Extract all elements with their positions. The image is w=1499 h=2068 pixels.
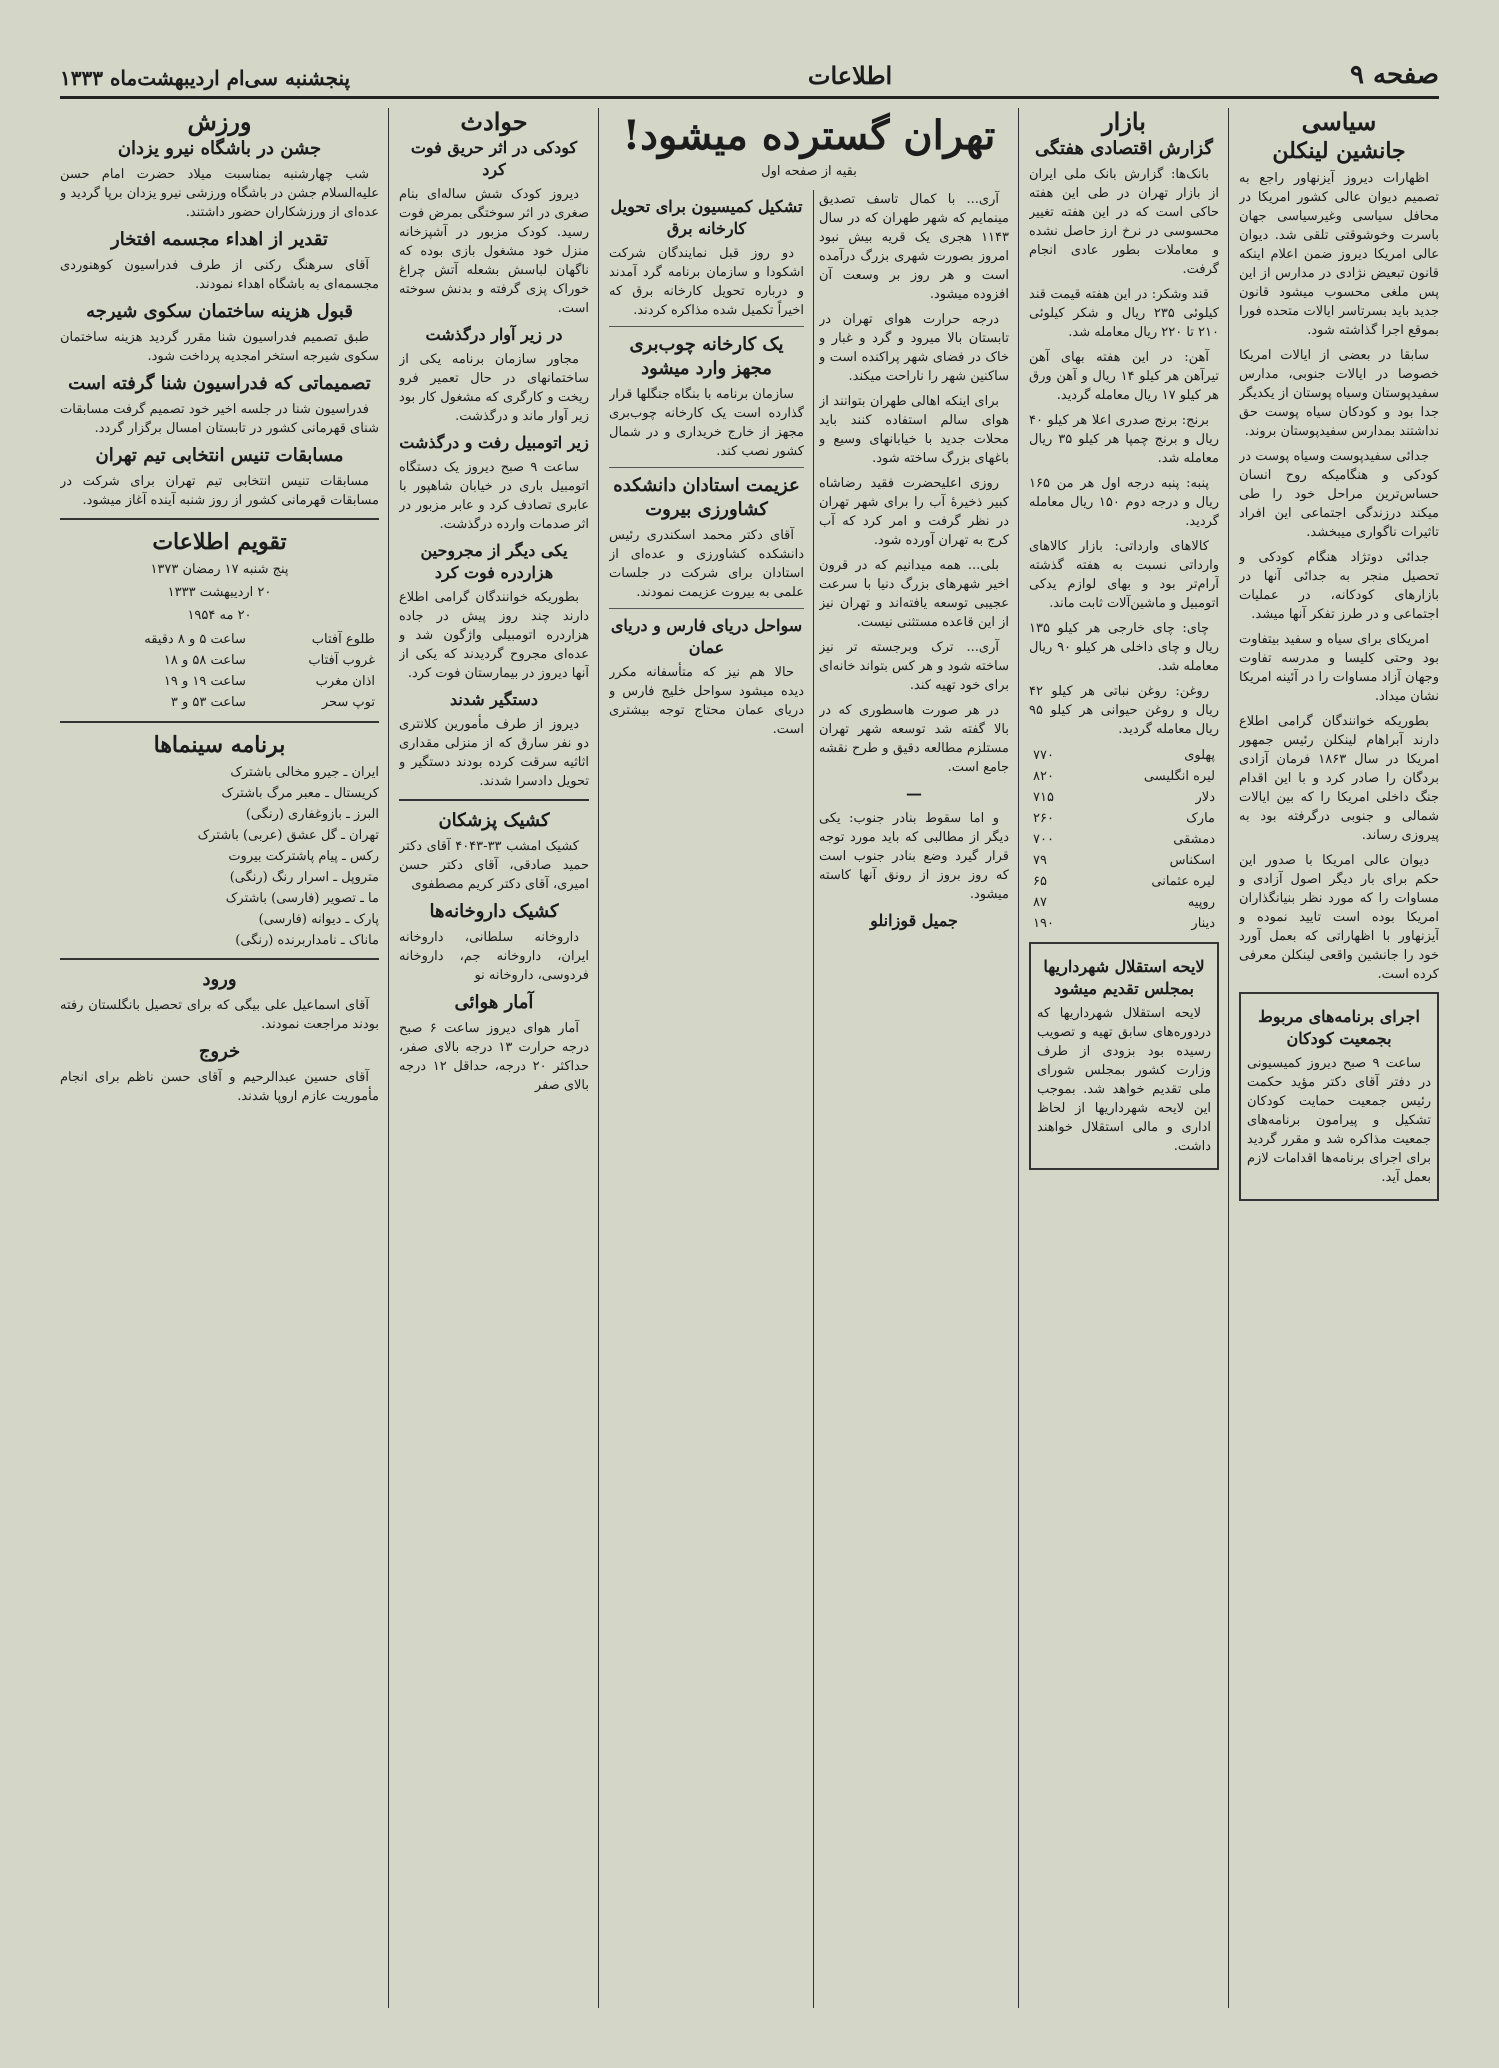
article-paragraph: و اما سقوط بنادر جنوب: یکی دیگر از مطالبی که باید مورد توجه قرار گیرد وضع بنادر جنوب است که روز بروز از رونق آنها کاسته میشود. — [819, 811, 1009, 902]
section-label-events: حوادث — [460, 108, 528, 136]
currency-label: دینار — [1191, 916, 1215, 931]
section-label-bazaar: بازار — [1102, 108, 1146, 136]
departures-title: خروج — [198, 1041, 241, 1062]
currency-row — [1029, 766, 1219, 787]
currency-value: ۶۵ — [1033, 874, 1047, 889]
article-paragraph: فدراسیون شنا در جلسه اخیر خود تصمیم گرفت مسابقات شنای قهرمانی کشور در تابستان امسال برگزار گردد. — [60, 402, 379, 436]
article-paragraph: در هر صورت هاسطوری که در بالا گفته شد توسعه شهر تهران مستلزم مطالعه دقیق و طرح نقشه جامع است. — [819, 703, 1009, 775]
banner-headline: تهران گسترده میشود! — [622, 112, 996, 159]
currency-label: دلار — [1195, 790, 1215, 805]
currency-value: ۸۷ — [1033, 895, 1047, 910]
column-tehran — [819, 190, 1009, 2008]
article-paragraph: دو روز قبل نمایندگان شرکت اشکودا و سازمان برنامه گرد آمدند و درباره تحویل کارخانه برق که اخیراً تکمیل شده مذاکره کردند. — [609, 246, 804, 318]
article-paragraph: مسابقات تنیس انتخابی تیم تهران برای شرکت در مسابقات قهرمانی کشور از روز شنبه آینده آغاز میشود. — [60, 474, 379, 508]
calendar-value: ساعت ۵۳ و ۳ — [170, 695, 246, 710]
calendar-value: ساعت ۵ و ۸ دقیقه — [144, 632, 246, 647]
headline-fire: کودکی در اثر حریق فوت کرد — [410, 138, 578, 179]
headline-tennis: مسابقات تنیس انتخابی تیم تهران — [95, 445, 344, 466]
headline-collapse: در زیر آوار درگذشت — [425, 325, 563, 344]
box-text: لایحه استقلال شهرداریها که دردوره‌های سابق تهیه و تصویب رسیده بود بزودی از طرف وزارت کشور بمجلس شورای ملی تقدیم خواهد شد. بموجب این لایحه شهرداریها از لحاظ اداری و مالی استقلال خواهند داشت. — [1037, 1006, 1211, 1154]
headline-yazdan-club: جشن در باشگاه نیرو یزدان — [117, 138, 322, 159]
article-paragraph: بلی... همه میدانیم که در قرون اخیر شهرهای بزرگ دنیا با سرعت عجیبی توسعه یافته‌اند و تهران نیز از این قاعده مستثنی نیست. — [819, 558, 1009, 630]
article-paragraph: جدائی دوتژاد هنگام کودکی و تحصیل منجر به جدائی آنها در بازارهای کودکانه، در عملیات اجتماعی و در طرز تفکر آنها میشد. — [1239, 550, 1439, 622]
arrivals-text: آقای اسماعیل علی بیگی که برای تحصیل بانگلستان رفته بودند مراجعت نمودند. — [60, 998, 379, 1032]
article-paragraph: آقای سرهنگ رکنی از طرف فدراسیون کوهنوردی مجسمه‌ای به باشگاه اهداء نمودند. — [60, 258, 379, 292]
arrivals-title: ورود — [202, 969, 237, 990]
article-paragraph: اظهارات دیروز آیزنهاور راجع به تصمیم دیوان عالی کشور امریکا در محافل سیاسی وغیرسیاسی جهان باسرت وخوشوقتی تلقی شد. دیوان عالی امریکا دیروز ضمن اعلام اینکه قانون تبعیض نژادی در مدارس از این پس ملغی محسوب میشود قانون جدید باید بسرتاسر ایالات متحده فورا بموقع اجرا گذاشته شود. — [1239, 171, 1439, 338]
column-rule — [1228, 108, 1229, 2008]
cinema-item: رکس ـ پیام پاشترکت بیروت — [228, 849, 379, 864]
cinema-item: البرز ـ بازوغفاری (رنگی) — [245, 807, 379, 822]
currency-value: ۱۹۰ — [1033, 916, 1054, 931]
newspaper-name: اطلاعات — [807, 61, 893, 90]
article-paragraph: دیروز از طرف مأمورین کلانتری دو نفر سارق که از منزلی مقداری اثاثیه سرقت کرده بودند دستگیر و تحویل دادسرا شدند. — [399, 717, 589, 789]
column-rule — [388, 108, 389, 2008]
section-label-politics: سیاسی — [1301, 108, 1377, 136]
cinema-item: ماناک ـ نامداربرنده (رنگی) — [235, 933, 379, 948]
headline-bazaar: گزارش اقتصادی هفتگی — [1035, 138, 1213, 159]
divider — [399, 799, 589, 801]
page-number: صفحه ۹ — [1350, 60, 1439, 90]
calendar-row — [60, 692, 379, 713]
article-paragraph: بانک‌ها: گزارش بانک ملی ایران از بازار تهران در طی این هفته حاکی است که در این هفته تغییر محسوسی در نرخ ارز حاصل نشده و معاملات بطور عادی انجام گرفت. — [1029, 167, 1219, 277]
calendar-line: ۲۰ اردیبهشت ۱۳۳۳ — [167, 585, 272, 600]
column-politics — [1239, 108, 1439, 2008]
masthead — [60, 50, 1439, 99]
article-paragraph: ساعت ۹ صبح دیروز یک دستگاه اتومبیل باری در خیابان شاهپور با عابری تصادف کرد و عابر مزبور در اثر صدمات وارده درگذشت. — [399, 460, 589, 532]
calendar-label: اذان مغرب — [315, 674, 375, 689]
headline-beirut: عزیمت استادان دانشکده کشاورزی بیروت — [613, 475, 800, 520]
calendar-line: پنج شنبه ۱۷ رمضان ۱۳۷۳ — [150, 562, 289, 577]
column-rule — [813, 190, 814, 2008]
cinema-list — [60, 763, 379, 950]
article-paragraph: بطوریکه خوانندگان گرامی اطلاع دارند آبراهام لینکلن رئیس جمهور امریکا در سال ۱۸۶۳ فرمان آزادی بردگان را صادر کرد و با این اقدام جنگ داخلی امریکا را که بین ایالات شمالی و جنوبی درگرفته بود به پیروزی رساند. — [1239, 714, 1439, 843]
divider — [60, 721, 379, 723]
calendar-table — [60, 629, 379, 713]
article-paragraph: دیوان عالی امریکا با صدور این حکم برای بار دیگر اصول آزادی و مساوات را که مورد نظر بنیانگذاران امریکا بوده است تایید نموده و آیزنهاور با اظهاراتی که بعمل آورد خود را جانشین واقعی لینکلن معرفی کرده است. — [1239, 853, 1439, 982]
headline-power-plant: تشکیل کمیسیون برای تحویل کارخانه برق — [610, 197, 803, 238]
divider — [609, 467, 804, 468]
cinema-item: متروپل ـ اسرار رنگ (رنگی) — [229, 870, 379, 885]
column-industry — [609, 190, 804, 2008]
article-paragraph: قند وشکر: در این هفته قیمت قند کیلوئی ۲۳۵ ریال و شکر کیلوئی ۲۱۰ تا ۲۲۰ ریال معامله شد. — [1029, 287, 1219, 340]
article-paragraph: روزی اعلیحضرت فقید رضاشاه کبیر ذخیرهٔ آب را برای شهر تهران در نظر گرفت و امر کرد که آب کرج به تهران آورده شود. — [819, 476, 1009, 548]
divider — [60, 958, 379, 960]
box-headline: اجرای برنامه‌های مربوط بجمعیت کودکان — [1258, 1007, 1420, 1048]
article-paragraph: پنبه: پنبه درجه اول هر من ۱۶۵ ریال و درجه دوم ۱۵۰ ریال معامله گردید. — [1029, 476, 1219, 529]
cinema-item: پارک ـ دیوانه (فارسی) — [258, 912, 379, 927]
currency-table — [1029, 745, 1219, 934]
section-label-sports: ورزش — [187, 108, 252, 136]
cinema-item: کریستال ـ معبر مرگ باشترک — [221, 786, 379, 801]
pharmacy-title: کشیک پزشکان — [438, 810, 550, 831]
currency-row — [1029, 808, 1219, 829]
cinema-item: ما ـ تصویر (فارسی) باشترک — [225, 891, 379, 906]
article-paragraph: دیروز کودک شش ساله‌ای بنام صغری در اثر سوختگی بمرض فوت رسید. کودک مزبور در آشپزخانه منزل خود مشغول بازی بوده که ناگهان لباسش بشعله آتش چراغ خوراک پزی گرفته و بدنش سوخته است. — [399, 187, 589, 316]
currency-value: ۷۷۰ — [1033, 748, 1054, 763]
box-children-society — [1239, 992, 1439, 1201]
currency-label: روپیه — [1187, 895, 1215, 910]
currency-label: لیره انگلیسی — [1143, 769, 1215, 784]
pharmacy-title-2: کشیک داروخانه‌ها — [429, 901, 559, 922]
headline-politics: جانشین لینکلن — [1272, 138, 1406, 164]
article-paragraph: چای: چای خارجی هر کیلو ۱۳۵ ریال و چای داخلی هر کیلو ۹۰ ریال معامله شد. — [1029, 621, 1219, 674]
currency-row — [1029, 745, 1219, 766]
newspaper-page — [20, 20, 1479, 2028]
divider — [60, 518, 379, 520]
headline-coasts: سواحل دریای فارس و دریای عمان — [610, 616, 803, 657]
article-paragraph: آری... با کمال تاسف تصدیق مینمایم که شهر طهران که در سال ۱۱۴۳ هجری یک قریه بیش نبود امروز بصورت شهری بزرگ درآمده است و هر روز بر وسعت آن افزوده میشود. — [819, 192, 1009, 302]
calendar-label: توپ سحر — [321, 695, 375, 710]
currency-row — [1029, 892, 1219, 913]
currency-value: ۷۱۵ — [1033, 790, 1054, 805]
article-paragraph: درجه حرارت هوای تهران در تابستان بالا میرود و گرد و غبار و خاک در فضای شهر پراکنده است و ساکنین شهر را ناراحت میکند. — [819, 312, 1009, 384]
box-text: ساعت ۹ صبح دیروز کمیسیونی در دفتر آقای دکتر مؤید حکمت رئیس جمعیت حمایت کودکان تشکیل و پیرامون برنامه‌های جمعیت مذاکره شد و مقرر گردید برای اجرای برنامه‌ها اقدامات لازم بعمل آید. — [1247, 1056, 1431, 1185]
currency-value: ۷۰۰ — [1033, 832, 1054, 847]
article-paragraph: کالاهای وارداتی: بازار کالاهای وارداتی نسبت به هفته گذشته آرام‌تر بود و بهای لوازم یدکی اتومبیل و ماشین‌آلات ثابت ماند. — [1029, 539, 1219, 611]
weather-title: آمار هوائی — [454, 992, 534, 1013]
calendar-value: ساعت ۵۸ و ۱۸ — [163, 653, 246, 668]
currency-row — [1029, 850, 1219, 871]
headline-arrested: دستگیر شدند — [449, 690, 539, 709]
cinema-item: ایران ـ جیرو مخالی باشترک — [230, 765, 379, 780]
article-paragraph: طبق تصمیم فدراسیون شنا مقرر گردید هزینه ساختمان سکوی شیرجه استخر امجدیه پرداخت شود. — [60, 330, 379, 364]
cinema-title: برنامه سینماها — [153, 732, 286, 758]
currency-value: ۷۹ — [1033, 853, 1047, 868]
pharmacy-text-2: داروخانه سلطانی، داروخانه ایران، داروخانه جم، داروخانه فردوسی، داروخانه نو — [399, 930, 589, 983]
headline-car-accident: زیر اتومبیل رفت و درگذشت — [399, 433, 589, 452]
column-rule — [598, 108, 599, 2008]
currency-label: لیره عثمانی — [1151, 874, 1215, 889]
article-paragraph: سابقا در بعضی از ایالات امریکا خصوصا در ایالات جنوبی، مدارس سفیدپوستان وسیاه پوستان از یکدیگر جدا بود و کودکان سیاه پوست حق نداشتند بمدارس سفیدپوستان بروند. — [1239, 348, 1439, 439]
headline-swim-federation: تصمیماتی که فدراسیون شنا گرفته است — [68, 373, 371, 394]
departures-text: آقای حسین عبدالرحیم و آقای حسن ناظم برای انجام مأموریت عازم اروپا شدند. — [60, 1070, 379, 1104]
currency-label: مارک — [1186, 811, 1215, 826]
weather-text: آمار هوای دیروز ساعت ۶ صبح درجه حرارت ۱۳ درجه بالای صفر، حداکثر ۲۰ درجه، حداقل ۱۲ درجه بالای صفر — [399, 1021, 589, 1093]
currency-label: اسکناس — [1169, 853, 1215, 868]
currency-row — [1029, 787, 1219, 808]
calendar-row — [60, 671, 379, 692]
calendar-line: ۲۰ مه ۱۹۵۴ — [187, 608, 252, 623]
column-sports — [60, 108, 379, 2008]
currency-row — [1029, 871, 1219, 892]
article-paragraph: برنج: برنج صدری اعلا هر کیلو ۴۰ ریال و برنج چمپا هر کیلو ۳۵ ریال معامله شد. — [1029, 413, 1219, 466]
headline-diving: قبول هزینه ساختمان سکوی شیرجه — [86, 301, 353, 322]
article-paragraph: آری... ترک وبرجسته تر نیز ساخته شود و هر کس بتواند خانه‌ای برای خود تهیه کند. — [819, 640, 1009, 693]
article-paragraph: بطوریکه خوانندگان گرامی اطلاع دارند چند روز پیش در جاده هزاردره اتومبیلی واژگون شد و عده‌ای مجروح گردیدند که یکی از آنها دیروز در بیمارستان فوت کرد. — [399, 590, 589, 681]
currency-value: ۲۶۰ — [1033, 811, 1054, 826]
calendar-label: غروب آفتاب — [308, 653, 375, 668]
divider — [609, 608, 804, 609]
calendar-title: تقویم اطلاعات — [152, 529, 287, 555]
headline-statue: تقدیر از اهداء مجسمه افتخار — [111, 229, 328, 250]
divider — [609, 326, 804, 327]
article-signature: جمیل قوزانلو — [870, 911, 958, 930]
article-paragraph: امریکای برای سیاه و سفید بیتفاوت بود وحتی کلیسا و مدرسه تفاوت وجهان آزاد مساوات را در آئینه امریکا نشان میداد. — [1239, 632, 1439, 704]
article-paragraph: برای اینکه اهالی طهران بتوانند از هوای سالم استفاده کنند باید محلات جدید با خیابانهای وسیع و باغهای بزرگ ساخته شود. — [819, 394, 1009, 466]
currency-row — [1029, 913, 1219, 934]
calendar-row — [60, 629, 379, 650]
box-municipality — [1029, 942, 1219, 1170]
calendar-value: ساعت ۱۹ و ۱۹ — [163, 674, 246, 689]
article-paragraph: حالا هم نیز که متأسفانه مکرر دیده میشود سواحل خلیج فارس و دریای عمان محتاج توجه بیشتری است. — [609, 665, 804, 737]
column-bazaar — [1029, 108, 1219, 2008]
column-events — [399, 108, 589, 2008]
headline-injured: یکی دیگر از مجروحین هزاردره فوت کرد — [420, 541, 568, 582]
calendar-label: طلوع آفتاب — [311, 632, 375, 647]
cinema-item: تهران ـ گل عشق (عربی) باشترک — [197, 828, 379, 843]
article-paragraph: آقای دکتر محمد اسکندری رئیس دانشکده کشاورزی و عده‌ای از استادان برای شرکت در جلسات علمی به بیروت عزیمت نمودند. — [609, 528, 804, 600]
currency-row — [1029, 829, 1219, 850]
currency-value: ۸۲۰ — [1033, 769, 1054, 784]
calendar-row — [60, 650, 379, 671]
box-headline: لایحه استقلال شهرداریها بمجلس تقدیم میشود — [1043, 957, 1205, 998]
column-rule — [1018, 108, 1019, 2008]
subhead-ports: — — [906, 784, 922, 803]
banner-subheadline: بقیه از صفحه اول — [761, 164, 857, 179]
article-paragraph: روغن: روغن نباتی هر کیلو ۴۲ ریال و روغن حیوانی هر کیلو ۹۵ ریال معامله گردید. — [1029, 684, 1219, 737]
currency-label: پهلوی — [1184, 748, 1215, 763]
article-paragraph: جدائی سفیدپوست وسیاه پوست در کودکی و هنگامیکه روح انسان حساس‌ترین مراحل خود را طی میکند درزندگی اجتماعی این افراد تاثیرات ناگواری میبخشد. — [1239, 449, 1439, 540]
currency-label: دمشقی — [1173, 832, 1215, 847]
pharmacy-text: کشیک امشب ۳۳-۴۰۴۳ آقای دکتر حمید صادقی، آقای دکتر حسن امیری، آقای دکتر کریم مصطفوی — [399, 839, 589, 892]
article-paragraph: شب چهارشنبه بمناسبت میلاد حضرت امام حسن علیه‌السلام جشن در باشگاه ورزشی نیرو یزدان برپا گردید و عده‌ای از ورزشکاران حضور داشتند. — [60, 167, 379, 220]
issue-date: پنجشنبه سی‌ام اردیبهشت‌ماه ۱۳۳۳ — [60, 66, 351, 90]
article-paragraph: سازمان برنامه با بنگاه جنگلها قرار گذارده است یک کارخانه چوب‌بری مجهز از خارج خریداری و در شمال کشور نصب کند. — [609, 387, 804, 459]
article-paragraph: مجاور سازمان برنامه یکی از ساختمانهای در حال تعمیر فرو ریخت و کارگری که مشغول کار بود زیر آوار ماند و درگذشت. — [399, 352, 589, 424]
article-paragraph: آهن: در این هفته بهای آهن تیرآهن هر کیلو ۱۴ ریال و آهن ورق هر کیلو ۱۷ ریال معامله گردید. — [1029, 350, 1219, 403]
headline-sawmill: یک کارخانه چوب‌بری مجهز وارد میشود — [629, 334, 784, 379]
